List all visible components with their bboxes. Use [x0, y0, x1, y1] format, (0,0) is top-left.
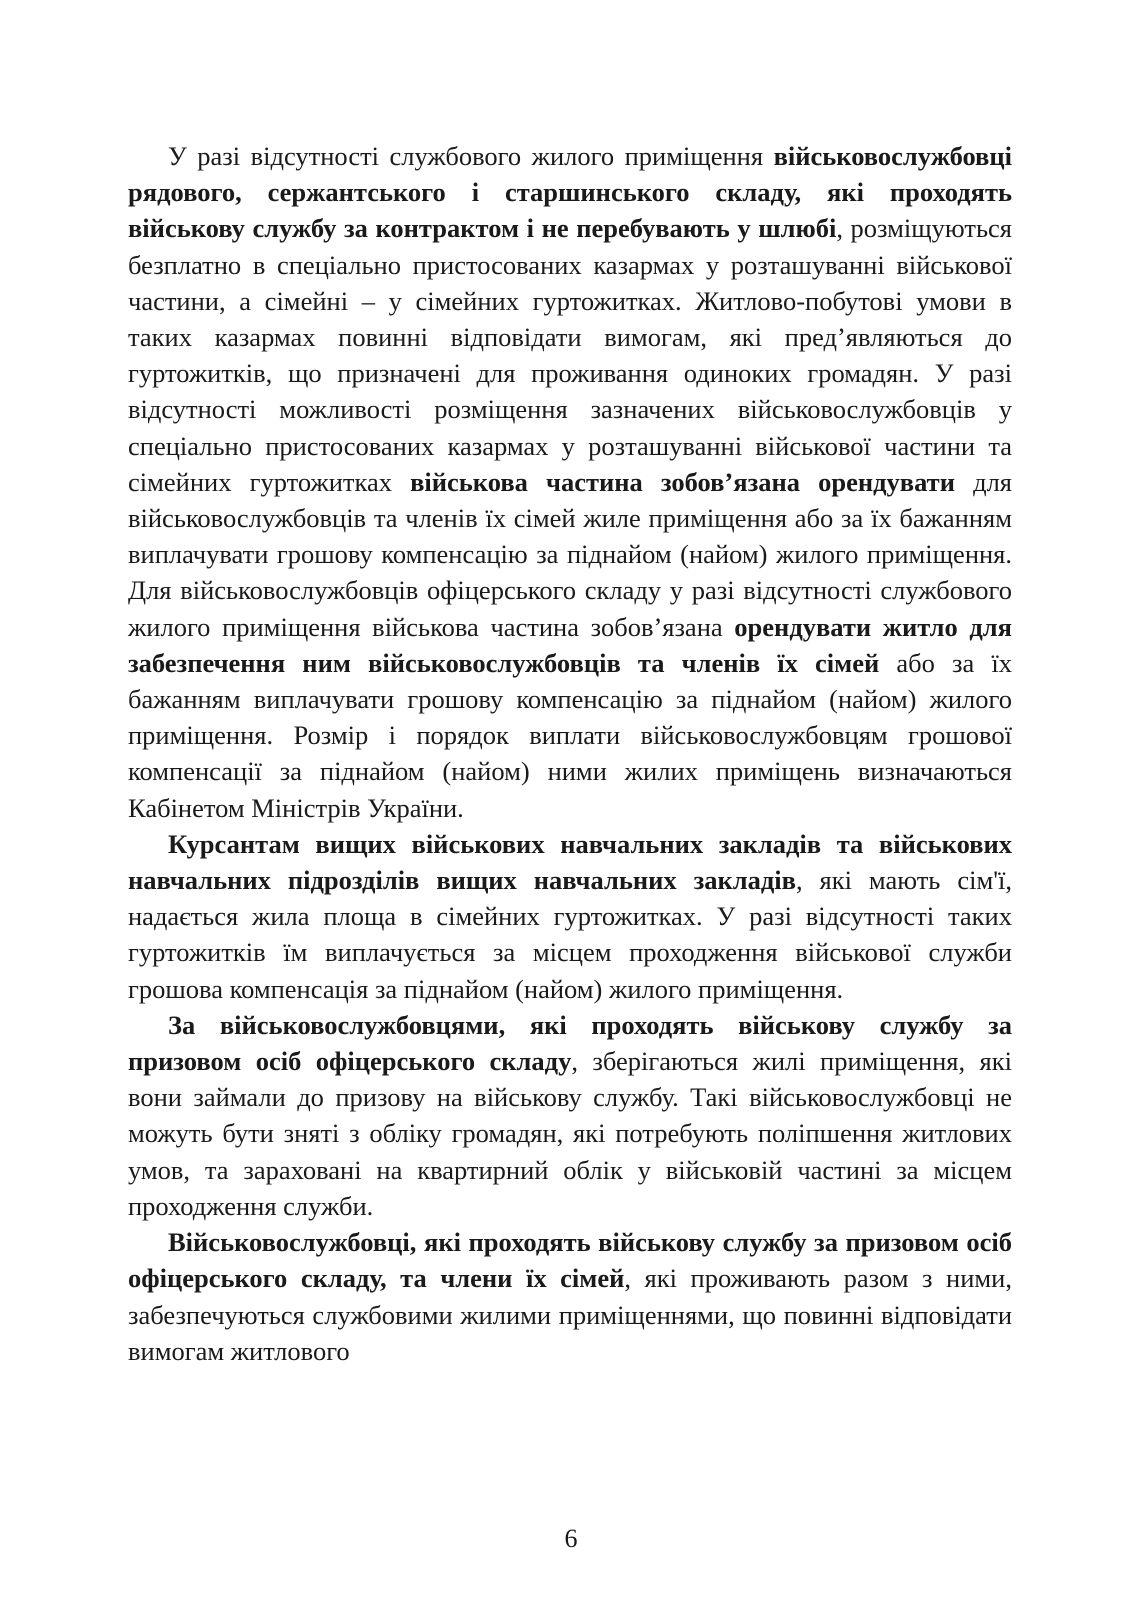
page-number: 6	[564, 1524, 578, 1553]
body-text	[128, 138, 1012, 1369]
paragraph-3	[128, 1007, 1012, 1224]
text-run: , які мають сім'ї, надається жила площа в сімейних гуртожитках. У разі відсутності таких гуртожитків їм виплачується за місцем проходження військової служби грошова компенсація за піднайом (найом) жилого приміщення.	[128, 865, 1012, 1004]
text-run: або за їх бажанням виплачувати грошову компенсацію за піднайом (найом) жилого приміщення. Розмір і порядок виплати військовослужбовцям грошової компенсації за піднайом (найом) ними жилих приміщень визначаються Кабінетом Міністрів України.	[128, 647, 1012, 823]
bold-text-run: військова частина зобов’язана орендувати	[410, 466, 955, 497]
text-run: , зберігаються жилі приміщення, які вони займали до призову на військову службу. Такі військовослужбовці не можуть бути зняті з обліку громадян, які потребують поліпшення житлових умов, та зараховані на квартирний облік у військовій частині за місцем проходження служби.	[128, 1046, 1012, 1221]
bold-text-run: військовослужбовці рядового, сержантського і старшинського складу, які проходять військову службу за контрактом і не перебувають у шлюбі	[128, 141, 1012, 244]
bold-text-run: орендувати житло для забезпечення ним військовослужбовців та членів їх сімей	[128, 611, 1012, 678]
bold-text-run: За військовослужбовцями, які проходять військову службу за призовом осіб офіцерського складу	[128, 1009, 1012, 1077]
text-run: , розміщуються безплатно в спеціально пристосованих казармах у розташуванні військової частини, а сімейні – у сімейних гуртожитках. Житлово-побутові умови в таких казармах повинні відповідати вимогам, які пред’являються до гуртожитків, що призначені для проживання одиноких громадян. У разі відсутності можливості розміщення зазначених військовослужбовців у спеціально пристосованих казармах у розташуванні військової частини та сімейних гуртожитках	[128, 213, 1012, 497]
bold-text-run: Військовослужбовці, які проходять військову службу за призовом осіб офіцерського складу, та члени їх сімей	[128, 1227, 1012, 1294]
paragraph-2	[128, 826, 1012, 1007]
paragraph-1	[128, 138, 1012, 826]
text-run: У разі відсутності службового жилого приміщення	[168, 141, 774, 171]
paragraph-4	[128, 1224, 1012, 1369]
text-run: , які проживають разом з ними, забезпечуються службовими жилими приміщеннями, що повинні відповідати вимогам житлового	[128, 1263, 1012, 1366]
bold-text-run: Курсантам вищих військових навчальних закладів та військових навчальних підрозділів вищих навчальних закладів	[128, 828, 1012, 896]
text-run: для військовослужбовців та членів їх сімей жиле приміщення або за їх бажанням виплачувати грошову компенсацію за піднайом (найом) жилого приміщення. Для військовослужбовців офіцерського складу у разі відсутності службового жилого приміщення військова частина зобов’язана	[128, 466, 1012, 642]
